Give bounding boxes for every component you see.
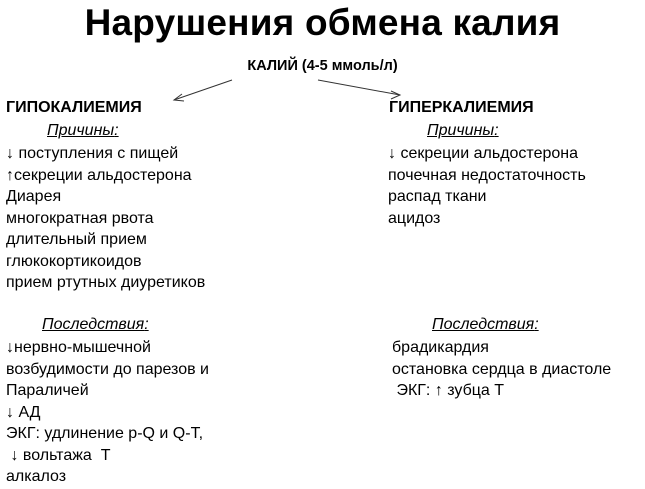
causes-label-text: Причины (47, 122, 115, 139)
list-item: ↓нервно-мышечной (6, 339, 151, 356)
hyperkalemia-effects-list (392, 337, 611, 402)
list-item: прием ртутных диуретиков (6, 274, 206, 291)
colon: : (534, 316, 539, 333)
page-title: Нарушения обмена калия (84, 2, 561, 43)
hyperkalemia-causes-label (427, 122, 499, 140)
list-item: ↓ секреции альдостерона (388, 145, 579, 162)
potassium-label: КАЛИЙ (4-5 ммоль/л) (247, 58, 398, 74)
list-item: ↓ вольтажа T (6, 446, 111, 464)
list-item: ↓ поступления с пищей (6, 145, 179, 162)
list-item: остановка сердца в диастоле (392, 360, 612, 378)
list-item: длительный прием (6, 231, 147, 248)
list-item: ЭКГ: удлинение p-Q и Q-T, (6, 425, 204, 442)
hypokalemia-heading: ГИПОКАЛИЕМИЯ (6, 99, 142, 116)
list-item: возбудимости до парезов и (6, 360, 209, 378)
arrow-left (174, 80, 232, 100)
list-item: ацидоз (388, 209, 441, 227)
list-item: распад ткани (388, 188, 487, 205)
hyperkalemia-heading: ГИПЕРКАЛИЕМИЯ (389, 99, 534, 116)
colon: : (494, 122, 499, 139)
hyperkalemia-effects-label (432, 316, 539, 334)
list-item: многократная рвота (6, 209, 154, 227)
hypokalemia-effects-list (6, 337, 209, 488)
list-item: ЭКГ: ↑ зубца T (392, 382, 505, 399)
arrow-right (318, 80, 400, 95)
colon: : (114, 122, 119, 139)
effects-label-text: Последствия (42, 316, 145, 333)
hypokalemia-effects-label (42, 316, 149, 334)
list-item: глюкокортикоидов (6, 252, 142, 270)
list-item: ↓ АД (6, 403, 41, 421)
effects-label-text: Последствия (432, 316, 535, 333)
list-item: Диарея (6, 188, 62, 205)
hypokalemia-causes-list (6, 143, 205, 294)
colon: : (144, 316, 149, 333)
list-item: Параличей (6, 382, 89, 399)
hypokalemia-causes-label (47, 122, 119, 140)
list-item: ↑секреции альдостерона (6, 166, 192, 184)
list-item: алкалоз (6, 468, 67, 485)
causes-label-text: Причины (427, 122, 495, 139)
list-item: почечная недостаточность (388, 166, 586, 184)
hyperkalemia-causes-list (388, 143, 586, 229)
list-item: брадикардия (392, 339, 489, 356)
